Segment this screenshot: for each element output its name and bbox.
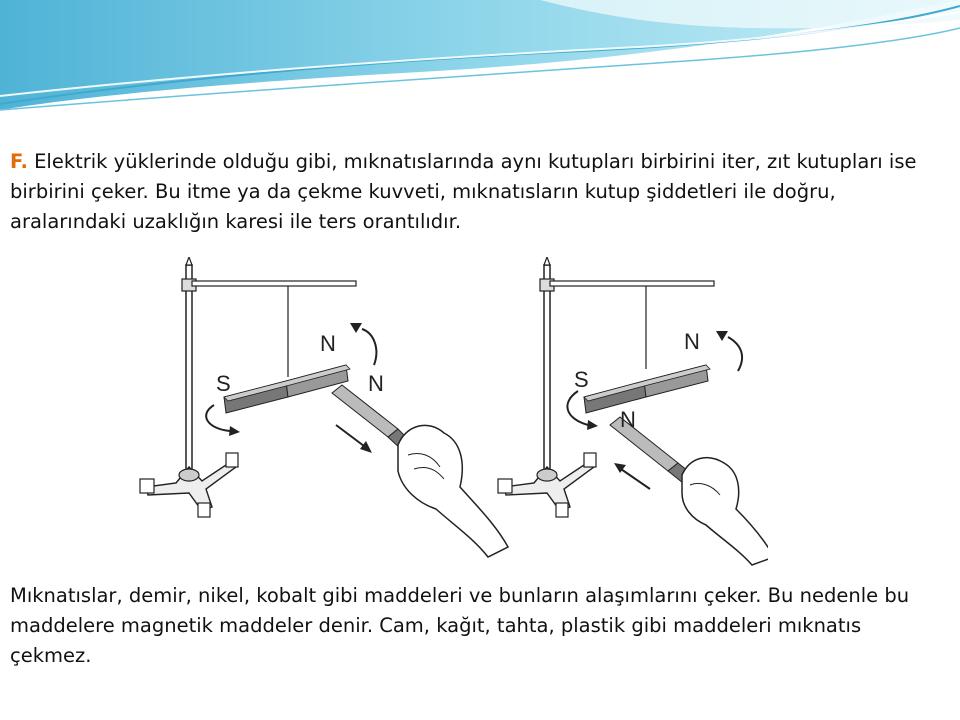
left-pole-n-label: N	[320, 331, 336, 356]
right-pole-s-label: S	[574, 367, 589, 392]
paragraph-magnetic-materials	[10, 581, 940, 671]
paragraph-magnet-force	[10, 147, 940, 237]
header-wave-decoration	[0, 0, 960, 130]
left-pole-s-label: S	[216, 371, 231, 396]
right-hand-pole-n-label: N	[620, 407, 636, 432]
left-hand-pole-n-label: N	[368, 371, 384, 396]
paragraph-1-text: Elektrik yüklerinde olduğu gibi, mıknatıslarında aynı kutupları birbirini iter, zıt kutupları ise birbirini çeker. Bu itme ya da çekme kuvveti, mıknatısların kutup şiddetleri ile doğru, aralarındaki uzaklığın karesi ile ters orantılıdır.	[10, 150, 917, 233]
section-label: F.	[10, 150, 28, 173]
paragraph-2-text: Mıknatıslar, demir, nikel, kobalt gibi maddeleri ve bunların alaşımlarını çeker. Bu nedenle bu maddelere magnetik maddeler denir. Cam, kağıt, tahta, plastik gibi maddeleri mıknatıs çekmez.	[10, 584, 910, 667]
right-pole-n-label: N	[684, 329, 700, 354]
magnet-experiment-illustration	[136, 257, 768, 569]
